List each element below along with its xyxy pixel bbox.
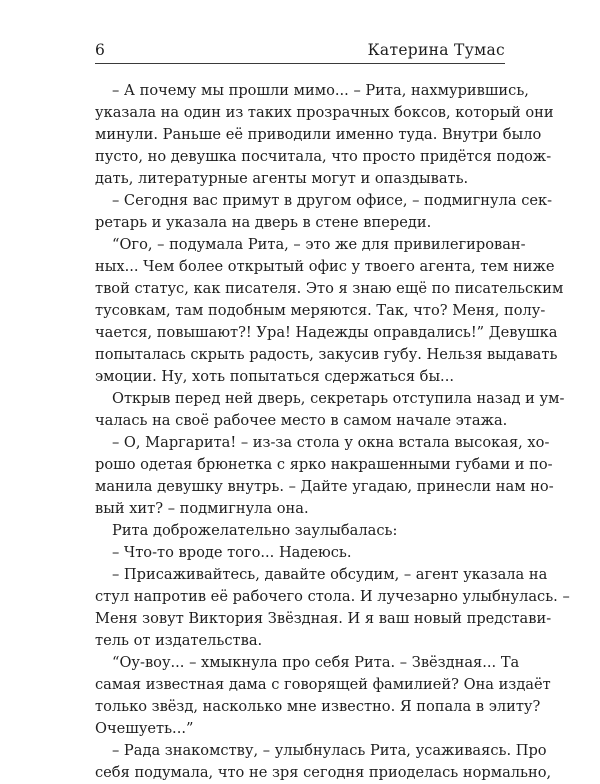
text-line: – А почему мы прошли мимо... – Рита, нахмурившись, [112, 82, 529, 99]
text-line: эмоции. Ну, хоть попытаться сдержаться бы... [95, 368, 454, 385]
text-line: попыталась скрыть радость, закусив губу. Нельзя выдавать [95, 346, 558, 363]
text-line: чалась на своё рабочее место в самом начале этажа. [95, 412, 508, 429]
text-line: стул напротив её рабочего стола. И лучезарно улыбнулась. – [95, 588, 570, 605]
text-line: твой статус, как писателя. Это я знаю ещё по писательским [95, 280, 564, 297]
text-line: чается, повышают?! Ура! Надежды оправдались!” Девушка [95, 324, 558, 341]
text-line: – Сегодня вас примут в другом офисе, – подмигнула сек- [112, 192, 553, 209]
text-line: вый хит? – подмигнула она. [95, 500, 309, 517]
text-line: пусто, но девушка посчитала, что просто придётся подож- [95, 148, 552, 165]
page-number: 6 [95, 41, 105, 59]
text-line: – Что-то вроде того... Надеюсь. [112, 544, 352, 561]
text-line: Рита доброжелательно заулыбалась: [112, 522, 398, 539]
header-rule [95, 63, 505, 64]
text-line: ретарь и указала на дверь в стене впереди. [95, 214, 432, 231]
body-text [95, 80, 570, 781]
text-line: ных... Чем более открытый офис у твоего агента, тем ниже [95, 258, 555, 275]
text-line: тусовкам, там подобным меряются. Так, что? Меня, полу- [95, 302, 546, 319]
text-line: “Ого, – подумала Рита, – это же для привилегирован- [112, 236, 526, 253]
text-line: дать, литературные агенты могут и опаздывать. [95, 170, 469, 187]
text-line: Меня зовут Виктория Звёздная. И я ваш новый представи- [95, 610, 552, 627]
text-line: манила девушку внутрь. – Дайте угадаю, принесли нам но- [95, 478, 554, 495]
text-line: Очешуеть...” [95, 720, 194, 737]
running-title: Катерина Тумас [367, 41, 505, 59]
text-line: себя подумала, что не зря сегодня приоделась нормально, [95, 764, 552, 781]
text-line: – Рада знакомству, – улыбнулась Рита, усаживаясь. Про [112, 742, 547, 759]
text-line: рошо одетая брюнетка с ярко накрашенными губами и по- [95, 456, 553, 473]
text-line: “Оу-воу... – хмыкнула про себя Рита. – Звёздная... Та [112, 654, 520, 671]
text-line: тель от издательства. [95, 632, 263, 649]
text-line: – Присаживайтесь, давайте обсудим, – агент указала на [112, 566, 548, 583]
text-line: – О, Маргарита! – из-за стола у окна встала высокая, хо- [112, 434, 550, 451]
text-line: самая известная дама с говорящей фамилией? Она издаёт [95, 676, 551, 693]
text-line: указала на один из таких прозрачных боксов, который они [95, 104, 554, 121]
text-line: Открыв перед ней дверь, секретарь отступила назад и ум- [112, 390, 565, 407]
running-head [95, 40, 505, 64]
text-line: минули. Раньше её приводили именно туда. Внутри было [95, 126, 542, 143]
text-line: только звёзд, насколько мне известно. Я попала в элиту? [95, 698, 541, 715]
